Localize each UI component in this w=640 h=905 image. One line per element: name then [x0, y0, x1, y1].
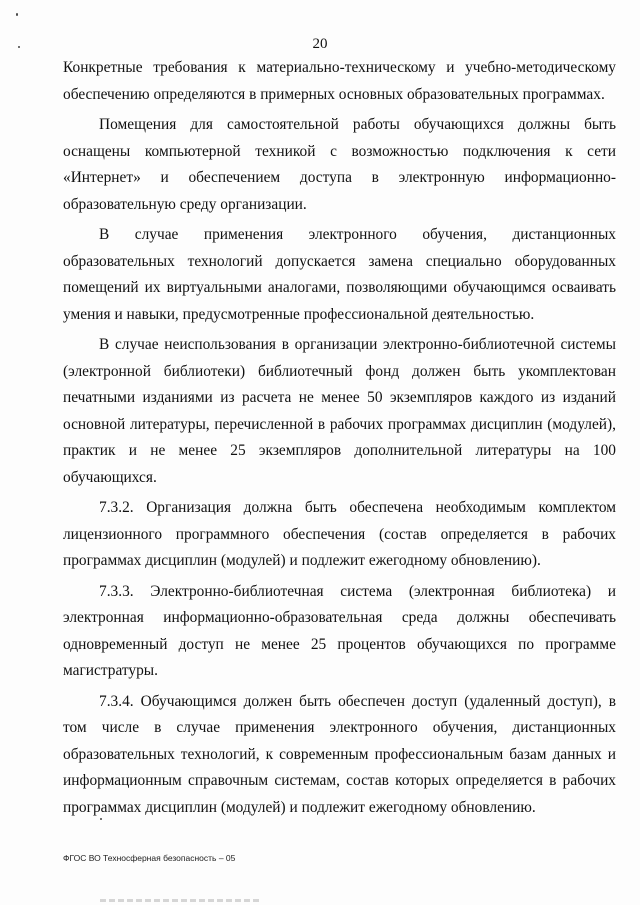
paragraph-requirements: Конкретные требования к материально-техническому и учебно-методическому обеспечению определяются в примерных основных образовательных программах. [63, 59, 616, 103]
paragraph-7-3-4: 7.3.4. Обучающимся должен быть обеспечен доступ (удаленный доступ), в том числе в случае применения электронного обучения, дистанционных образовательных технологий, к современным профессиональным базам данных и информационным справочным системам, состав которых определяется в рабочих программах дисциплин (модулей) и подлежит ежегодному обновлению. [63, 692, 616, 816]
scan-artifact [100, 899, 260, 902]
page-number: 20 [312, 36, 328, 52]
document-body [63, 55, 616, 825]
paragraph-self-study-rooms: Помещения для самостоятельной работы обучающихся должны быть оснащены компьютерной техникой с возможностью подключения к сети «Интернет» и обеспечением доступа в электронную информационно-образовательную среду организации. [63, 116, 616, 213]
paragraph-7-3-2: 7.3.2. Организация должна быть обеспечена необходимым комплектом лицензионного программного обеспечения (состав определяется в рабочих программах дисциплин (модулей) и подлежит ежегодному обновлению). [63, 499, 616, 569]
paragraph-e-learning: В случае применения электронного обучения, дистанционных образовательных технологий допускается замена специально оборудованных помещений их виртуальными аналогами, позволяющими обучающимся осваивать умения и навыки, предусмотренные профессиональной деятельностью. [63, 226, 616, 323]
paragraph-7-3-3: 7.3.3. Электронно-библиотечная система (электронная библиотека) и электронная информационно-образовательная среда должны обеспечивать одновременный доступ не менее 25 процентов обучающихся по программе магистратуры. [63, 582, 616, 679]
page-footer: ФГОС ВО Техносферная безопасность – 05 [63, 853, 236, 863]
scan-speck [16, 13, 18, 16]
paragraph-library-fund: В случае неиспользования в организации электронно-библиотечной системы (электронной библиотеки) библиотечный фонд должен быть укомплектован печатными изданиями из расчета не менее 50 экземпляров каждого из изданий основной литературы, перечисленной в рабочих программах дисциплин (модулей), практик и не менее 25 экземпляров дополнительной литературы на 100 обучающихся. [63, 336, 616, 486]
